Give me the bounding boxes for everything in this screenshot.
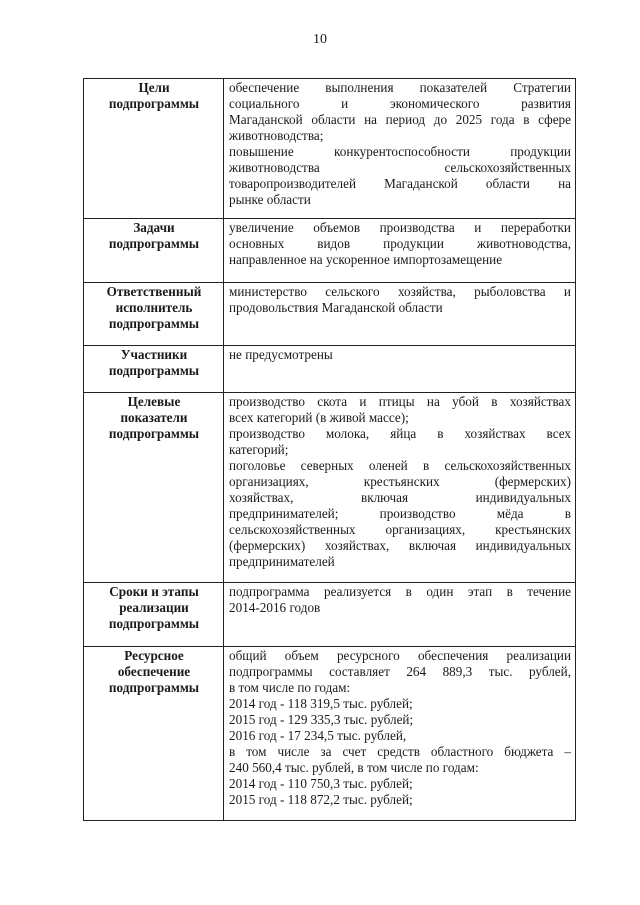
row-value-line: общий объем ресурсного обеспечения реализации [229, 648, 571, 663]
row-label-line: подпрограммы [108, 236, 200, 251]
row-value-line: предпринимателей; производство мёда в [229, 506, 571, 521]
table-row [84, 79, 576, 219]
row-value-line: повышение конкурентоспособности продукции [229, 144, 571, 159]
row-value-cell [224, 393, 576, 583]
row-value-line: 2014-2016 годов [229, 600, 321, 615]
row-value-line: обеспечение выполнения показателей Стратегии [229, 80, 571, 95]
row-value-line: увеличение объемов производства и переработки [229, 220, 571, 235]
row-label-line: Целевые [127, 394, 181, 409]
row-value-cell [224, 283, 576, 346]
row-label-line: Сроки и этапы [109, 584, 199, 599]
row-label-line: подпрограммы [108, 96, 200, 111]
row-label-line: показатели [120, 410, 188, 425]
row-label-line: подпрограммы [108, 363, 200, 378]
row-value-line: производство молока, яйца в хозяйствах всех [229, 426, 571, 441]
table-body [84, 79, 576, 821]
row-label-line: Участники [120, 347, 188, 362]
table-row [84, 647, 576, 821]
row-value-line: в том числе за счет средств областного бюджета – [229, 744, 571, 759]
row-value-line: товаропроизводителей Магаданской области на [229, 176, 571, 191]
row-label-line: подпрограммы [108, 426, 200, 441]
row-value-line: основных видов продукции животноводства, [229, 236, 571, 251]
page-number: 10 [313, 32, 327, 47]
row-value-line: направленное на ускоренное импортозамещение [229, 252, 503, 267]
row-label-cell [84, 346, 224, 393]
row-label-cell [84, 393, 224, 583]
row-value-line: всех категорий (в живой массе); [229, 410, 409, 425]
row-value-line: министерство сельского хозяйства, рыболовства и [229, 284, 571, 299]
row-label-line: Ответственный [106, 284, 202, 299]
row-label-line: Ресурсное [124, 648, 184, 663]
row-label-line: реализации [119, 600, 189, 615]
row-value-line: продовольствия Магаданской области [229, 300, 443, 315]
row-value-line: 2015 год - 129 335,3 тыс. рублей; [229, 712, 414, 727]
row-label-line: обеспечение [117, 664, 191, 679]
row-value-cell [224, 583, 576, 647]
row-label-line: исполнитель [115, 300, 193, 315]
row-label-cell [84, 79, 224, 219]
row-value-line: не предусмотрены [229, 347, 333, 362]
row-label-line: подпрограммы [108, 680, 200, 695]
table-row [84, 583, 576, 647]
subprogram-passport-table [83, 78, 576, 821]
row-value-cell [224, 79, 576, 219]
row-value-line: 2016 год - 17 234,5 тыс. рублей, [229, 728, 407, 743]
row-label-line: Цели [138, 80, 170, 95]
table-row [84, 346, 576, 393]
row-value-line: рынке области [229, 192, 311, 207]
row-value-line: производство скота и птицы на убой в хозяйствах [229, 394, 571, 409]
row-value-line: предпринимателей [229, 554, 335, 569]
row-value-cell [224, 346, 576, 393]
row-value-line: поголовье северных оленей в сельскохозяйственных [229, 458, 571, 473]
table-row [84, 283, 576, 346]
row-label-line: Задачи [133, 220, 175, 235]
table-row [84, 219, 576, 283]
row-label-cell [84, 219, 224, 283]
row-label-cell [84, 647, 224, 821]
row-value-cell [224, 219, 576, 283]
row-value-cell [224, 647, 576, 821]
row-value-line: Магаданской области на период до 2025 года в сфере [229, 112, 571, 127]
row-value-line: хозяйствах, включая индивидуальных [229, 490, 571, 505]
row-value-line: социального и экономического развития [229, 96, 571, 111]
row-label-line: подпрограммы [108, 616, 200, 631]
row-value-line: подпрограммы составляет 264 889,3 тыс. рублей, [229, 664, 571, 679]
row-value-line: в том числе по годам: [229, 680, 351, 695]
row-value-line: 240 560,4 тыс. рублей, в том числе по годам: [229, 760, 479, 775]
row-label-cell [84, 583, 224, 647]
row-value-line: животноводства; [229, 128, 324, 143]
row-label-line: подпрограммы [108, 316, 200, 331]
row-value-line: (фермерских) хозяйствах, включая индивидуальных [229, 538, 571, 553]
row-value-line: сельскохозяйственных организациях, крестьянских [229, 522, 571, 537]
row-value-line: категорий; [229, 442, 289, 457]
row-value-line: подпрограмма реализуется в один этап в течение [229, 584, 571, 599]
table-row [84, 393, 576, 583]
row-label-cell [84, 283, 224, 346]
row-value-line: организациях, крестьянских (фермерских) [229, 474, 571, 489]
row-value-line: 2014 год - 118 319,5 тыс. рублей; [229, 696, 413, 711]
row-value-line: 2014 год - 110 750,3 тыс. рублей; [229, 776, 413, 791]
row-value-line: 2015 год - 118 872,2 тыс. рублей; [229, 792, 413, 807]
row-value-line: животноводства сельскохозяйственных [229, 160, 571, 175]
